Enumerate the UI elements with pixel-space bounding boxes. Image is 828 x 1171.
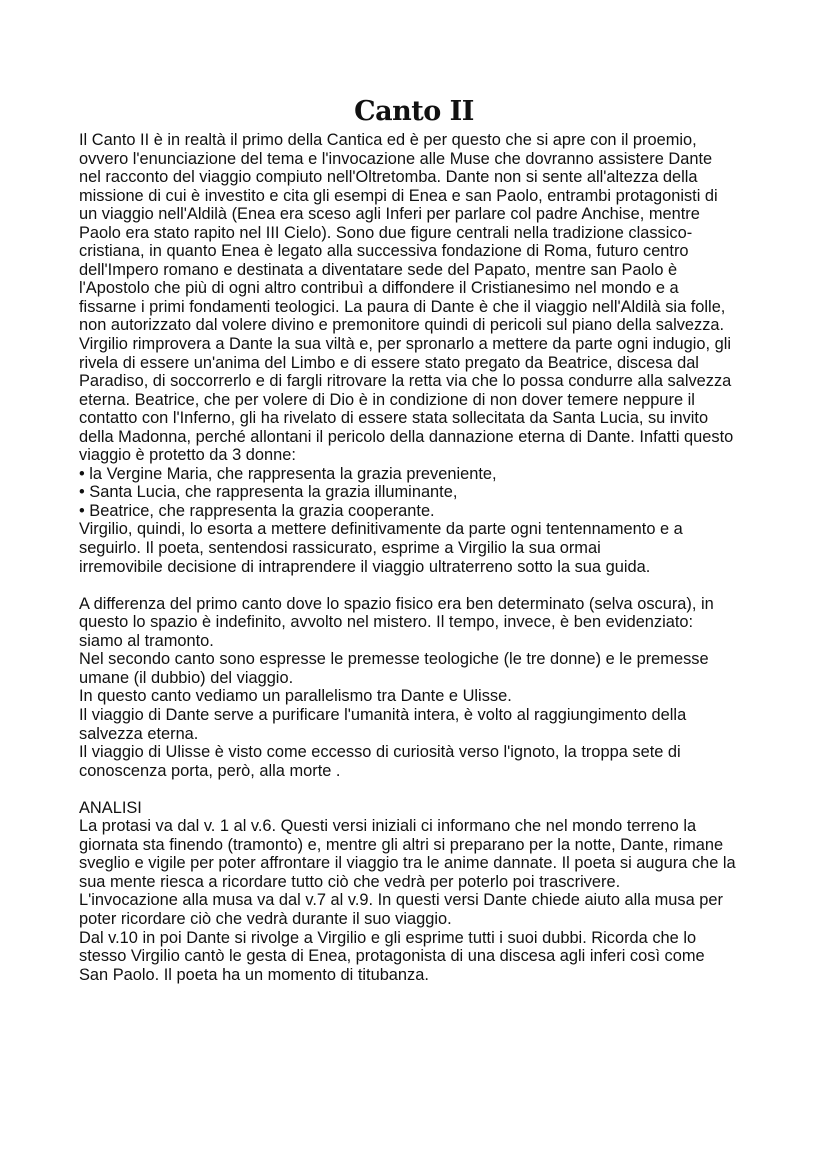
paragraph-gap bbox=[79, 780, 769, 799]
text-line: nel racconto del viaggio compiuto nell'Oltretomba. Dante non si sente all'altezza della bbox=[79, 168, 698, 187]
text-line: eterna. Beatrice, che per volere di Dio è in condizione di non dover temere neppure il bbox=[79, 390, 695, 409]
text-line: siamo al tramonto. bbox=[79, 631, 214, 650]
text-line: conoscenza porta, però, alla morte . bbox=[79, 761, 341, 780]
text-line: Il viaggio di Ulisse è visto come eccesso di curiosità verso l'ignoto, la troppa sete di bbox=[79, 743, 681, 762]
text-line: Dal v.10 in poi Dante si rivolge a Virgilio e gli esprime tutti i suoi dubbi. Ricorda che lo bbox=[79, 928, 697, 947]
text-line: della Madonna, perché allontani il pericolo della dannazione eterna di Dante. Infatti questo bbox=[79, 427, 734, 446]
text-line: In questo canto vediamo un parallelismo tra Dante e Ulisse. bbox=[79, 687, 512, 706]
text-line: sveglio e vigile per poter affrontare il viaggio tra le anime dannate. Il poeta si augura che la bbox=[79, 854, 736, 873]
document-body bbox=[79, 131, 769, 984]
text-line: seguirlo. Il poeta, sentendosi rassicurato, esprime a Virgilio la sua ormai bbox=[79, 539, 601, 558]
text-line: dell'Impero romano e destinata a diventatare sede del Papato, mentre san Paolo è bbox=[79, 260, 678, 279]
text-line: stesso Virgilio cantò le gesta di Enea, protagonista di una discesa agli inferi così come bbox=[79, 947, 705, 966]
text-line: ovvero l'enunciazione del tema e l'invocazione alle Muse che dovranno assistere Dante bbox=[79, 149, 713, 168]
text-line: Nel secondo canto sono espresse le premesse teologiche (le tre donne) e le premesse bbox=[79, 650, 709, 669]
text-line: missione di cui è investito e cita gli esempi di Enea e san Paolo, entrambi protagonisti di bbox=[79, 186, 718, 205]
text-line: poter ricordare ciò che vedrà durante il suo viaggio. bbox=[79, 909, 452, 928]
bullet-item: • la Vergine Maria, che rappresenta la grazia preveniente, bbox=[79, 464, 497, 483]
section-comparison bbox=[79, 595, 769, 780]
text-line: A differenza del primo canto dove lo spazio fisico era ben determinato (selva oscura), in bbox=[79, 594, 714, 613]
page-title: Canto II bbox=[354, 96, 474, 127]
text-line: Il Canto II è in realtà il primo della Cantica ed è per questo che si apre con il proemio, bbox=[79, 131, 697, 149]
text-line: sua mente riesca a ricordare tutto ciò che vedrà per poterlo poi trascrivere. bbox=[79, 872, 621, 891]
text-line: L'invocazione alla musa va dal v.7 al v.9. In questi versi Dante chiede aiuto alla musa per bbox=[79, 891, 723, 910]
text-line: l'Apostolo che più di ogni altro contribuì a diffondere il Cristianesimo nel mondo e a bbox=[79, 279, 679, 298]
text-line: salvezza eterna. bbox=[79, 724, 199, 743]
text-line: fissarne i primi fondamenti teologici. La paura di Dante è che il viaggio nell'Aldilà sia folle, bbox=[79, 297, 726, 316]
text-line: questo lo spazio è indefinito, avvolto nel mistero. Il tempo, invece, è ben evidenziato: bbox=[79, 613, 694, 632]
text-line: Il viaggio di Dante serve a purificare l'umanità intera, è volto al raggiungimento della bbox=[79, 705, 687, 724]
bullet-item: • Beatrice, che rappresenta la grazia cooperante. bbox=[79, 501, 435, 520]
paragraph-gap bbox=[79, 576, 769, 595]
text-line: Paradiso, di soccorrerlo e di fargli ritrovare la retta via che lo possa condurre alla salvezza bbox=[79, 372, 732, 391]
text-line: rivela di essere un'anima del Limbo e di essere stato pregato da Beatrice, discesa dal bbox=[79, 353, 699, 372]
text-line: Paolo era stato rapito nel III Cielo). Sono due figure centrali nella tradizione classico- bbox=[79, 223, 693, 242]
text-line: cristiana, in quanto Enea è legato alla successiva fondazione di Roma, futuro centro bbox=[79, 242, 689, 261]
text-line: umane (il dubbio) del viaggio. bbox=[79, 668, 294, 687]
text-line: irremovibile decisione di intraprendere il viaggio ultraterreno sotto la sua guida. bbox=[79, 557, 651, 576]
text-line: giornata sta finendo (tramonto) e, mentre gli altri si preparano per la notte, Dante, rimane bbox=[79, 835, 724, 854]
text-line: Virgilio, quindi, lo esorta a mettere definitivamente da parte ogni tentennamento e a bbox=[79, 520, 683, 539]
text-line: La protasi va dal v. 1 al v.6. Questi versi iniziali ci informano che nel mondo terreno la bbox=[79, 817, 697, 836]
text-line: viaggio è protetto da 3 donne: bbox=[79, 446, 296, 465]
text-line: non autorizzato dal volere divino e premonitore quindi di pericoli sul piano della salvezza. bbox=[79, 316, 725, 335]
text-line: un viaggio nell'Aldilà (Enea era sceso agli Inferi per parlare col padre Anchise, mentre bbox=[79, 205, 700, 224]
section-heading-analisi: ANALISI bbox=[79, 798, 142, 817]
section-analisi bbox=[79, 799, 769, 984]
text-line: contatto con l'Inferno, gli ha rivelato di essere stata sollecitata da Santa Lucia, su invito bbox=[79, 409, 709, 428]
section-introduction bbox=[79, 131, 769, 576]
text-line: San Paolo. Il poeta ha un momento di titubanza. bbox=[79, 965, 429, 984]
text-line: Virgilio rimprovera a Dante la sua viltà e, per spronarlo a mettere da parte ogni indugio, gli bbox=[79, 335, 732, 354]
bullet-item: • Santa Lucia, che rappresenta la grazia illuminante, bbox=[79, 483, 458, 502]
